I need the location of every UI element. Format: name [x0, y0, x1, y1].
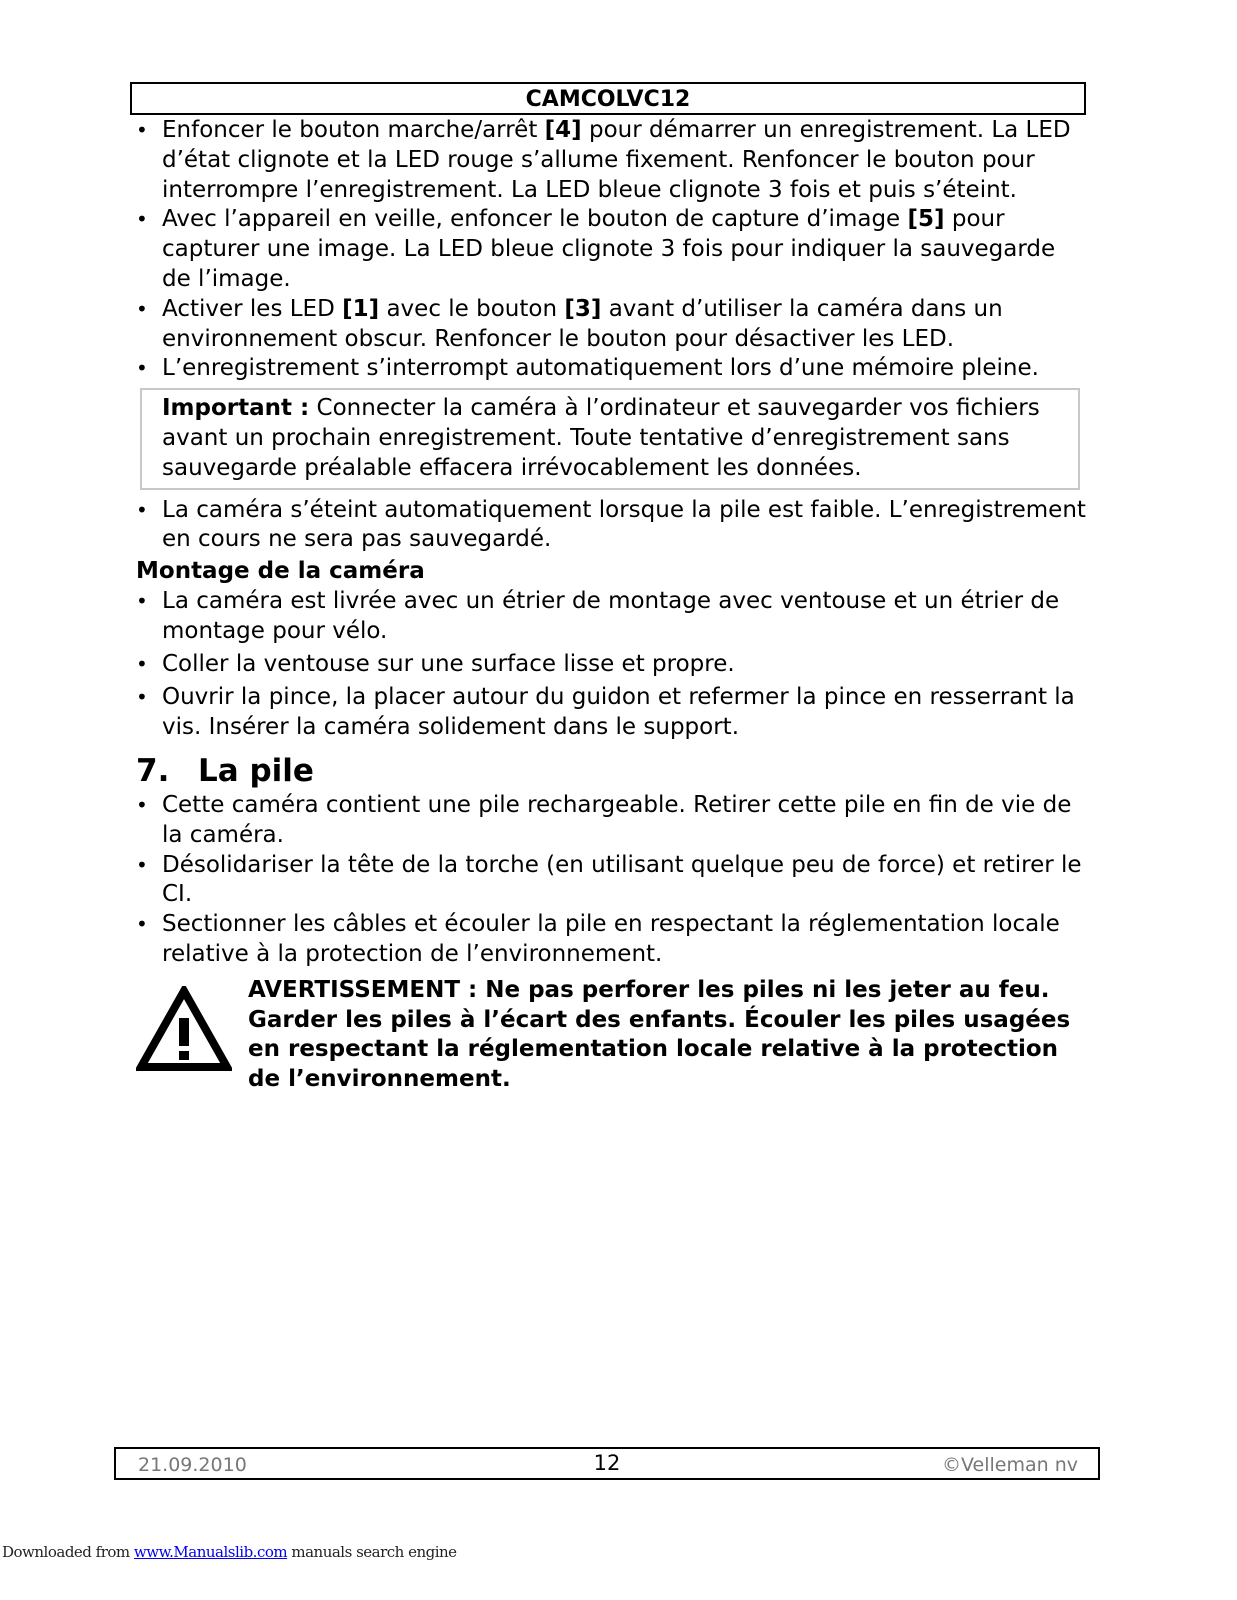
bullet-list-mounting	[136, 587, 1086, 743]
page-number: 12	[593, 1451, 621, 1475]
important-text: Connecter la caméra à l’ordinateur et sauvegarder vos fichiers avant un prochain enregistrement. Toute tentative d’enregistrement sans sauvegarde préalable effacera irrévocablement les données.	[162, 395, 1040, 481]
important-label: Important :	[162, 395, 310, 422]
important-note-box	[140, 388, 1080, 489]
list-item: • La caméra s’éteint automatiquement lorsque la pile est faible. L’enregistrement en cours ne sera pas sauvegardé.	[136, 496, 1086, 556]
warning-block	[136, 976, 1086, 1095]
section-title-text: La pile	[198, 752, 314, 789]
list-item: • Avec l’appareil en veille, enfoncer le bouton de capture d’image [5] pour capturer une image. La LED bleue clignote 3 fois pour indiquer la sauvegarde de l’image.	[136, 205, 1086, 294]
list-item: • Coller la ventouse sur une surface lisse et propre.	[136, 650, 1086, 680]
header-box	[130, 82, 1086, 115]
section-number: 7.	[136, 752, 170, 789]
bullet-list-battery	[136, 791, 1086, 970]
bullet-list-battery-low	[136, 496, 1086, 556]
list-item: • Ouvrir la pince, la placer autour du guidon et refermer la pince en resserrant la vis. Insérer la caméra solidement dans le support.	[136, 683, 1086, 743]
list-item: • Activer les LED [1] avec le bouton [3] avant d’utiliser la caméra dans un environnement obscur. Renfoncer le bouton pour désactiver les LED.	[136, 295, 1086, 355]
warning-triangle-icon	[136, 976, 248, 1095]
footer-box	[114, 1447, 1100, 1480]
footer-date: 21.09.2010	[138, 1454, 247, 1476]
page-header-title: CAMCOLVC12	[525, 87, 691, 112]
list-item: • Cette caméra contient une pile rechargeable. Retirer cette pile en fin de vie de la caméra.	[136, 791, 1086, 851]
list-item: • Enfoncer le bouton marche/arrêt [4] pour démarrer un enregistrement. La LED d’état clignote et la LED rouge s’allume fixement. Renfoncer le bouton pour interrompre l’enregistrement. La LED bleue clignote 3 fois et puis s’éteint.	[136, 116, 1086, 205]
mounting-heading: Montage de la caméra	[136, 558, 425, 585]
download-watermark: Downloaded from www.Manualslib.com manuals search engine	[2, 1543, 457, 1561]
footer-copyright: ©Velleman nv	[942, 1454, 1078, 1476]
warning-text: AVERTISSEMENT : Ne pas perforer les piles ni les jeter au feu. Garder les piles à l’écart des enfants. Écouler les piles usagées en respectant la réglementation locale relative à la protection de l’environnement.	[248, 976, 1071, 1093]
manualslib-link[interactable]: www.Manualslib.com	[133, 1543, 288, 1561]
list-item: • Sectionner les câbles et écouler la pile en respectant la réglementation locale relative à la protection de l’environnement.	[136, 910, 1086, 970]
section-7-title	[136, 751, 1086, 791]
list-item: • La caméra est livrée avec un étrier de montage avec ventouse et un étrier de montage pour vélo.	[136, 587, 1086, 647]
list-item: • L’enregistrement s’interrompt automatiquement lors d’une mémoire pleine.	[136, 354, 1086, 384]
bullet-list-top	[136, 116, 1086, 384]
page-content	[136, 116, 1086, 1095]
list-item: • Désolidariser la tête de la torche (en utilisant quelque peu de force) et retirer le CI.	[136, 851, 1086, 911]
